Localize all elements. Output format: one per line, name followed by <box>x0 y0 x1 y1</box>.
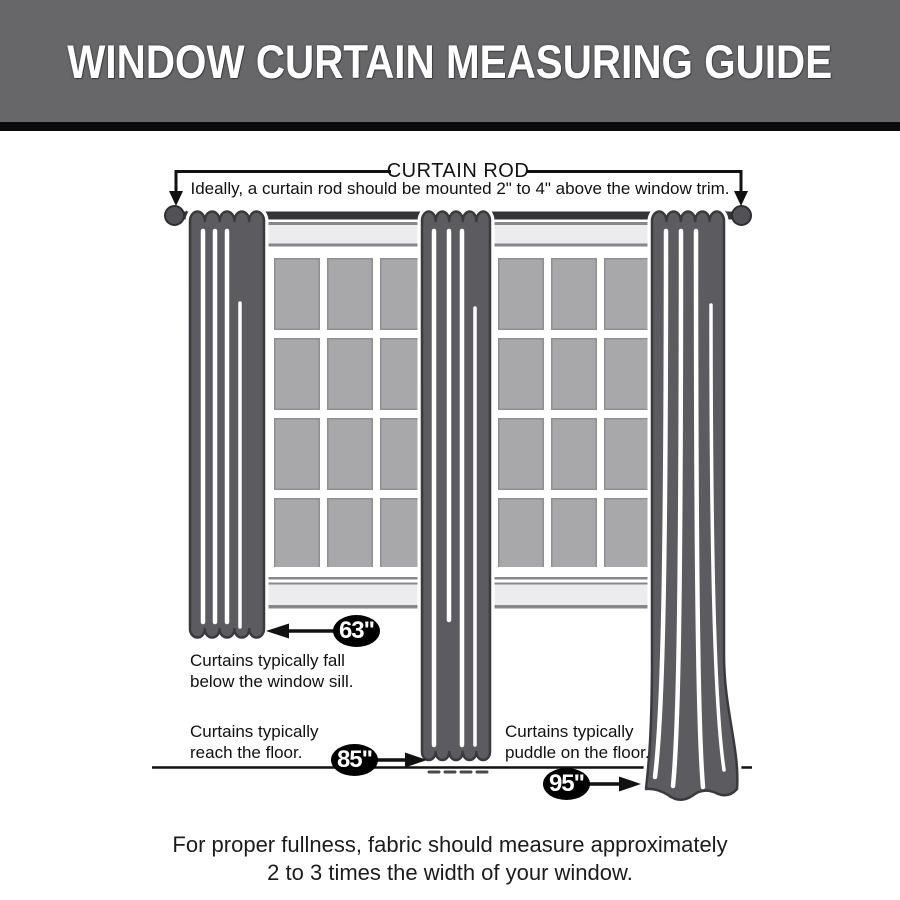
rod-finial-right <box>732 206 751 225</box>
curtain-panel-center <box>422 211 490 760</box>
caption-line: reach the floor. <box>190 743 303 763</box>
curtain-panel-left <box>190 212 264 638</box>
caption-line: below the window sill. <box>190 672 354 692</box>
footer-note-line: 2 to 3 times the width of your window. <box>267 860 633 886</box>
rod-finial-left <box>165 206 184 225</box>
window-section-left <box>256 222 432 611</box>
footer-note <box>0 831 900 887</box>
footer-note-line: For proper fullness, fabric should measure approximately <box>172 832 728 857</box>
caption-line: Curtains typically <box>190 722 319 741</box>
caption-puddle-floor <box>505 721 650 763</box>
page-title: WINDOW CURTAIN MEASURING GUIDE <box>67 34 833 88</box>
measure-arrow-95 <box>588 777 641 792</box>
caption-line: Curtains typically <box>505 722 634 741</box>
window-pane-grid-right <box>498 258 650 567</box>
curtain-rod-note: Ideally, a curtain rod should be mounted 2" to 4" above the window trim. <box>190 179 730 198</box>
curtain-rod-label: CURTAIN ROD <box>386 160 530 182</box>
curtain-panel-right <box>646 211 737 799</box>
caption-reach-floor <box>190 721 319 763</box>
window-section-right <box>480 222 670 611</box>
caption-line: Curtains typically fall <box>190 651 345 670</box>
measurement-badge-85: 85" <box>331 744 378 776</box>
measure-arrow-63 <box>266 624 336 639</box>
caption-line: puddle on the floor. <box>505 743 650 763</box>
measurement-badge-95: 95" <box>543 768 590 800</box>
measurement-badge-63: 63" <box>333 615 380 647</box>
caption-below-sill <box>190 650 353 692</box>
window-pane-grid-left <box>274 258 426 567</box>
